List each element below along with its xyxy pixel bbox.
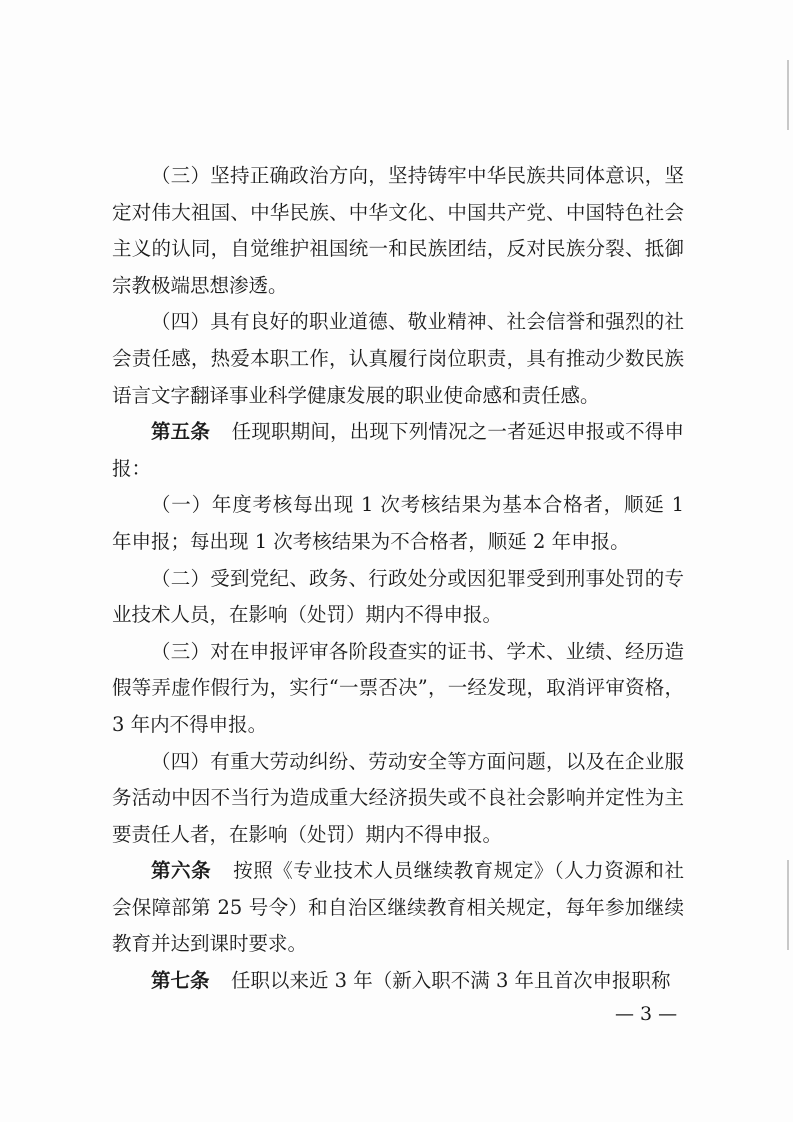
article-6	[112, 853, 684, 963]
document-body	[112, 158, 684, 1000]
paragraph-fraud	[112, 634, 684, 744]
paragraph-text: 按照《专业技术人员继续教育规定》（人力资源和社会保障部第 25 号令）和自治区继续教育相关规定，每年参加继续教育并达到课时要求。	[112, 859, 684, 956]
page-number: — 3 —	[615, 1003, 678, 1025]
paragraph-text: 任职以来近 3 年（新入职不满 3 年且首次申报职称	[230, 969, 671, 993]
paragraph-text: （一）年度考核每出现 1 次考核结果为基本合格者，顺延 1 年申报；每出现 1 次考核结果为不合格者，顺延 2 年申报。	[112, 493, 684, 553]
article-heading: 第六条	[151, 859, 212, 883]
article-heading: 第五条	[151, 420, 211, 444]
scan-edge-mark	[787, 860, 789, 950]
paragraph-annual-assessment	[112, 487, 684, 560]
paragraph-text: 任现职期间，出现下列情况之一者延迟申报或不得申报：	[112, 420, 684, 480]
article-7	[112, 963, 684, 1000]
article-5	[112, 414, 684, 487]
paragraph-text: （四）具有良好的职业道德、敬业精神、社会信誉和强烈的社会责任感，热爱本职工作，认真履行岗位职责，具有推动少数民族语言文字翻译事业科学健康发展的职业使命感和责任感。	[112, 310, 684, 407]
paragraph-text: （二）受到党纪、政务、行政处分或因犯罪受到刑事处罚的专业技术人员，在影响（处罚）期内不得申报。	[112, 566, 684, 627]
paragraph-text: （四）有重大劳动纠纷、劳动安全等方面问题，以及在企业服务活动中因不当行为造成重大经济损失或不良社会影响并定性为主要责任人者，在影响（处罚）期内不得申报。	[112, 749, 684, 846]
paragraph-text: （三）对在申报评审各阶段查实的证书、学术、业绩、经历造假等弄虚作假行为，实行“一票否决”，一经发现，取消评审资格，3 年内不得申报。	[112, 639, 684, 736]
paragraph-professional-ethics	[112, 304, 684, 414]
scan-edge-mark	[787, 60, 789, 130]
paragraph-political-direction	[112, 158, 684, 304]
paragraph-text: （三）坚持正确政治方向，坚持铸牢中华民族共同体意识，坚定对伟大祖国、中华民族、中华文化、中国共产党、中国特色社会主义的认同，自觉维护祖国统一和民族团结，反对民族分裂、抵御宗教极端思想渗透。	[112, 164, 684, 297]
paragraph-disciplinary-action	[112, 561, 684, 634]
paragraph-labor-disputes	[112, 744, 684, 854]
article-heading: 第七条	[151, 969, 210, 993]
